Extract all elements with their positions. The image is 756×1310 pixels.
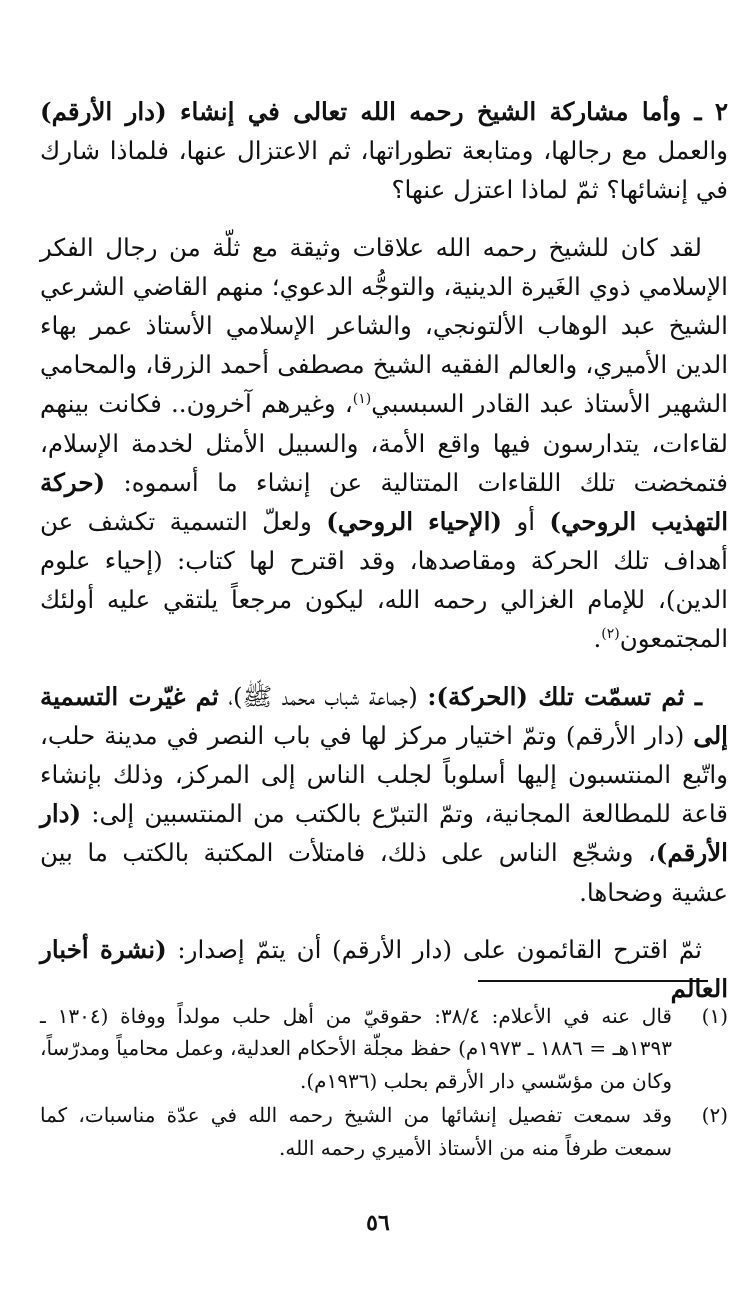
footnote-number: (١) (701, 1004, 728, 1028)
naming-bold-1: ـ ثم تسمّت تلك (الحركة): (427, 681, 702, 711)
footnote-number: (٢) (701, 1103, 728, 1128)
movement-name-2: (الإحياء الروحي) (326, 506, 503, 536)
paragraph-bulletin (40, 930, 728, 1008)
relations-text-2: ، وغيرهم آخرون.. فكانت بينهم لقاءات، يتدارسون فيها واقع الأمة، والسبيل الأمثل لخدمة الإسلام، فتمخضت تلك اللقاءات المتتالية عن إنشاء ما أسموه: (40, 389, 728, 497)
naming-text-2: (دار الأرقم) وتمّ اختيار مركز لها في باب النصر في مدينة حلب، واتّبع المنتسبون إليها أسلوباً لجلب الناس إلى المركز، وذلك بإنشاء قاعة للمطالعة المجانية، وتمّ التبرّع بالكتب من المنتسبين إلى: (40, 720, 728, 829)
relations-end: . (593, 624, 602, 654)
relations-text-3: ولعلّ التسمية تكشف عن أهداف تلك الحركة ومقاصدها، وقد اقترح لها كتاب: (إحياء علوم الدين)، للإمام الغزالي رحمه الله، ليكون مرجعاً يلتقي عليه أولئك المجتمعون (40, 506, 728, 654)
bulletin-text: ثمّ اقترح القائمون على (دار الأرقم) أن يتمّ إصدار: (166, 934, 702, 964)
relations-text: لقد كان للشيخ رحمه الله علاقات وثيقة مع ثلّة من رجال الفكر الإسلامي ذوي الغَيرة الدينية، والتوجُّه الدعوي؛ منهم القاضي الشرعي الشيخ عبد الوهاب الألتونجي، والشاعر الإسلامي الأستاذ عمر بهاء الدين الأميري، والعالم الفقيه الشيخ مصطفى أحمد الزرقا، والمحامي الشهير الأستاذ عبد القادر السبسبي (40, 232, 728, 419)
footnote-2 (40, 1099, 728, 1164)
paragraph-question (40, 92, 728, 210)
question-text: والعمل مع رجالها، ومتابعة تطوراتها، ثم الاعتزال عنها، فلماذا شارك في إنشائها؟ ثمّ لماذا اعتزل عنها؟ (40, 136, 728, 205)
page-number: ٥٦ (366, 1210, 390, 1236)
footnote-ref-2[interactable]: (٢) (601, 626, 620, 643)
relations-or: أو (502, 506, 550, 536)
question-heading: ٢ ـ وأما مشاركة الشيخ رحمه الله تعالى في إنشاء (دار الأرقم) (40, 97, 728, 126)
movement-name-1: (حركة التهذيب الروحي) (40, 467, 728, 536)
bulletin-bold: (نشرة أخبار العالم (40, 934, 728, 1003)
footnotes (40, 1000, 728, 1166)
naming-text-3: ، وشجّع الناس على ذلك، فامتلأت المكتبة بالكتب ما بين عشية وضحاها. (40, 838, 728, 907)
footnote-ref-1[interactable]: (١) (352, 391, 372, 408)
footnote-1 (40, 1000, 728, 1097)
footnote-text: وقد سمعت تفصيل إنشائها من الشيخ رحمه الله في عدّة مناسبات، كما سمعت طرفاً منه من الأستاذ الأميري رحمه الله. (40, 1103, 672, 1160)
footnote-text: قال عنه في الأعلام: ٣٨/٤: حقوقيّ من أهل حلب مولداً ووفاة (١٣٠٤ ـ ١٣٩٣هـ = ١٨٨٦ ـ ١٩٧٣م) حفظ مجلّة الأحكام العدلية، وعمل محامياً ومدرّساً، وكان من مؤسّسي دار الأرقم بحلب (١٩٣٦م). (40, 1004, 672, 1093)
naming-bold-2: ثم غيّرت التسمية إلى (40, 681, 728, 750)
naming-text-1: (جماعة شباب محمد ﷺ)، (218, 681, 428, 711)
paragraph-relations (40, 228, 728, 659)
paragraph-naming (40, 677, 728, 912)
footnote-separator (478, 980, 708, 982)
naming-bold-3: (دار الأرقم) (40, 799, 728, 868)
